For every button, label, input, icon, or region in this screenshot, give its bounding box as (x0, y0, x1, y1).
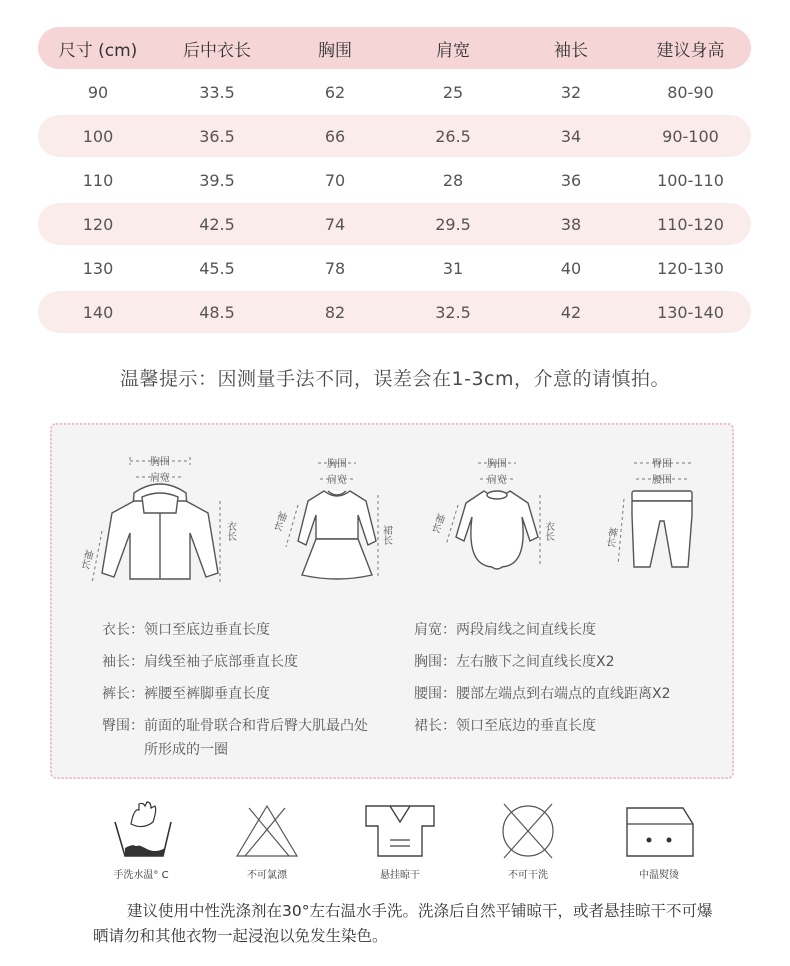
definition-term: 衣长： (102, 622, 144, 638)
definition-text: 左右腋下之间直线长度X2 (456, 654, 615, 670)
romper-diagram (427, 455, 562, 585)
table-cell: 110-120 (657, 214, 724, 234)
table-cell: 29.5 (435, 214, 471, 234)
definition-term: 胸围： (414, 654, 456, 670)
definition-term: 臀围： (102, 718, 144, 734)
table-cell: 130-140 (657, 302, 724, 322)
table-cell: 70 (324, 170, 346, 190)
definition-text: 腰部左端点到右端点的直线距离X2 (456, 686, 671, 702)
definition-term: 腰围： (414, 686, 456, 702)
table-cell: 26.5 (435, 126, 471, 146)
table-cell: 28 (442, 170, 464, 190)
table-cell: 33.5 (199, 82, 235, 102)
table-cell: 42 (560, 302, 582, 322)
column-header: 后中衣长 (183, 40, 251, 61)
table-cell: 38 (560, 214, 582, 234)
column-header: 肩宽 (436, 40, 470, 61)
romper-length-label: 衣长 (542, 521, 554, 541)
dress-diagram (269, 455, 399, 585)
hang-dry-icon (360, 800, 440, 860)
care-hang-dry (345, 800, 455, 881)
table-cell: 120-130 (657, 258, 724, 278)
romper-shoulder-label: 肩宽 (487, 475, 507, 486)
pants-diagram (602, 455, 712, 585)
pants-waist-label: 腰围 (652, 475, 672, 486)
table-row (38, 71, 751, 113)
care-medium-iron (604, 800, 714, 881)
jacket-chest-label: 胸围 (150, 457, 170, 468)
table-cell: 82 (324, 302, 346, 322)
table-cell: 110 (82, 170, 114, 190)
hand-wash-icon (101, 800, 181, 860)
care-label: 不可干洗 (508, 870, 548, 881)
definition-text: 两段肩线之间直线长度 (456, 622, 596, 638)
table-cell: 74 (324, 214, 346, 234)
care-note: 建议使用中性洗涤剂在30°左右温水手洗。洗涤后自然平铺晾干，或者悬挂晾干不可爆晒请勿和其他衣物一起浸泡以免发生染色。 (93, 902, 713, 945)
care-label: 中温熨烫 (639, 870, 679, 881)
column-header: 袖长 (554, 40, 588, 61)
romper-chest-label: 胸围 (487, 459, 507, 470)
care-label: 悬挂晾干 (380, 870, 420, 881)
definition-right-2 (414, 683, 671, 703)
table-row (38, 247, 751, 289)
care-label: 不可氯漂 (247, 870, 287, 881)
definition-term: 裙长： (414, 718, 456, 734)
table-cell: 140 (82, 302, 114, 322)
definition-text: 前面的耻骨联合和背后臀大肌最凸处 (144, 718, 368, 734)
table-cell: 130 (82, 258, 114, 278)
table-cell: 66 (324, 126, 346, 146)
measurement-tip: 温馨提示：因测量手法不同，误差会在1-3cm，介意的请慎拍。 (120, 368, 670, 390)
column-header: 建议身高 (656, 40, 725, 61)
table-cell: 32 (560, 82, 582, 102)
table-row (38, 203, 751, 245)
pants-length-label: 裤长 (603, 526, 618, 548)
jacket-diagram (72, 453, 242, 593)
table-cell: 40 (560, 258, 582, 278)
table-header (38, 27, 751, 69)
care-no-bleach (212, 800, 322, 881)
romper-sleeve-label: 袖长 (427, 511, 446, 534)
table-cell: 120 (82, 214, 114, 234)
definition-right-1 (414, 651, 615, 671)
jacket-shoulder-label: 肩宽 (150, 473, 170, 484)
table-row (38, 291, 751, 333)
table-cell: 45.5 (199, 258, 235, 278)
table-cell: 90 (87, 82, 109, 102)
jacket-length-label: 衣长 (224, 521, 236, 541)
table-cell: 100 (82, 126, 114, 146)
definition-left-3 (102, 715, 368, 759)
definition-right-3 (414, 715, 596, 735)
table-cell: 32.5 (435, 302, 471, 322)
table-cell: 36 (560, 170, 582, 190)
column-header: 胸围 (318, 40, 352, 61)
table-cell: 42.5 (199, 214, 235, 234)
care-no-dry-clean (473, 800, 583, 881)
dress-length-label: 裙长 (380, 525, 392, 545)
table-cell: 62 (324, 82, 346, 102)
table-cell: 80-90 (667, 82, 714, 102)
measurement-guide (50, 423, 734, 779)
pants-hip-label: 臀围 (652, 459, 672, 470)
table-cell: 34 (560, 126, 582, 146)
care-hand-wash (86, 800, 196, 881)
wash-temp-label: 30° (133, 836, 153, 849)
definition-text: 领口至底边的垂直长度 (456, 718, 596, 734)
table-cell: 48.5 (199, 302, 235, 322)
table-cell: 100-110 (657, 170, 724, 190)
definition-left-1 (102, 651, 298, 671)
no-bleach-icon (227, 800, 307, 860)
dress-sleeve-label: 袖长 (269, 509, 288, 532)
table-cell: 36.5 (199, 126, 235, 146)
care-label: 手洗水温° C (113, 870, 169, 881)
definition-term: 裤长： (102, 686, 144, 702)
table-cell: 31 (442, 258, 464, 278)
definition-term: 肩宽： (414, 622, 456, 638)
column-header: 尺寸 (cm) (58, 40, 138, 61)
table-cell: 25 (442, 82, 464, 102)
dress-chest-label: 胸围 (327, 459, 347, 470)
dress-shoulder-label: 肩宽 (327, 475, 347, 486)
medium-iron-icon (619, 800, 699, 860)
table-row (38, 115, 751, 157)
table-row (38, 159, 751, 201)
table-cell: 90-100 (662, 126, 719, 146)
definition-left-0 (102, 619, 270, 639)
definition-term: 袖长： (102, 654, 144, 670)
table-cell: 78 (324, 258, 346, 278)
definition-text: 肩线至袖子底部垂直长度 (144, 654, 298, 670)
jacket-sleeve-label: 袖长 (77, 547, 94, 570)
definition-text-cont: 所形成的一圈 (144, 742, 228, 758)
no-dry-clean-icon (488, 800, 568, 860)
table-cell: 39.5 (199, 170, 235, 190)
definition-text: 领口至底边垂直长度 (144, 622, 270, 638)
definition-text: 裤腰至裤脚垂直长度 (144, 686, 270, 702)
definition-right-0 (414, 619, 596, 639)
definition-left-2 (102, 683, 270, 703)
